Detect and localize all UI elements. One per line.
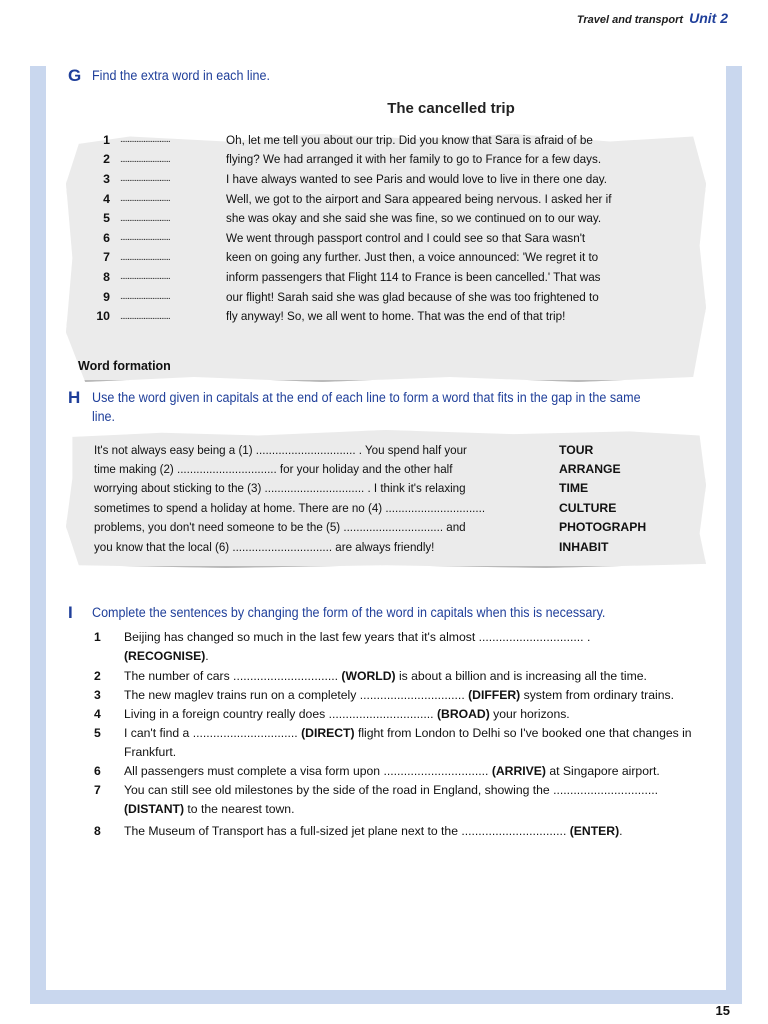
- stem-word: CULTURE: [559, 500, 617, 515]
- line-text: our flight! Sarah said she was glad because of she was too frightened to: [226, 289, 599, 304]
- gap-fill-line: [94, 440, 684, 459]
- story-line: [86, 169, 696, 189]
- answer-blank[interactable]: ............................: [120, 310, 170, 322]
- section-g-heading: [68, 66, 283, 85]
- sentence-before: The Museum of Transport has a full-sized jet plane next to the ...............................: [124, 824, 570, 838]
- story-line: [86, 208, 696, 228]
- stem-word: (BROAD): [436, 707, 490, 721]
- story-title: The cancelled trip: [387, 100, 515, 117]
- sentence-before: Living in a foreign country really does ...............................: [124, 707, 437, 721]
- sentence-after: at Singapore airport.: [545, 764, 660, 778]
- sentence-text: [124, 762, 702, 781]
- sentence-before: The number of cars ...............................: [124, 669, 342, 683]
- sentence-after: your horizons.: [489, 707, 570, 721]
- sentence-before: The new maglev trains run on a completely ...............................: [124, 688, 469, 702]
- story-line: [86, 306, 696, 326]
- sentence-number: 8: [94, 824, 101, 838]
- sentence-before: I can't find a ...............................: [124, 726, 302, 740]
- section-i-heading: [68, 603, 644, 622]
- sentence-number: 5: [94, 726, 101, 740]
- running-head-title: Travel and transport: [576, 14, 684, 26]
- line-number: 6: [103, 230, 110, 245]
- line-text: flying? We had arranged it with her family to go to France for a few days.: [226, 152, 602, 167]
- line-text: We went through passport control and I could see so that Sara wasn't: [226, 230, 586, 245]
- sentence-item: [92, 628, 702, 666]
- story-line: [86, 150, 696, 170]
- sentence-number: 4: [94, 707, 101, 721]
- sentence-text: [124, 667, 702, 686]
- line-number: 2: [103, 152, 110, 167]
- sentence-after: .: [619, 824, 623, 838]
- sentence-item: [92, 686, 702, 705]
- gap-fill-text: worrying about sticking to the (3) ............................... . I think it's relaxing: [94, 481, 466, 496]
- sentence-item: [92, 762, 702, 781]
- stem-word: (DIRECT): [301, 726, 355, 740]
- gap-fill-line: [94, 498, 684, 517]
- gap-fill-line: [94, 537, 684, 556]
- stem-word: (WORLD): [341, 669, 396, 683]
- sentence-after: system from ordinary trains.: [520, 688, 674, 702]
- section-h-letter: H: [68, 388, 81, 407]
- line-text: I have always wanted to see Paris and would love to live in there one day.: [226, 171, 607, 186]
- sentence-number: 7: [94, 783, 101, 797]
- section-i-instruction: Complete the sentences by changing the form of the word in capitals when this is necessary.: [92, 605, 606, 620]
- sentence-after: to the nearest town.: [184, 802, 295, 816]
- sentence-item: [92, 781, 702, 819]
- sentence-before: You can still see old milestones by the side of the road in England, showing the ...............................: [124, 783, 659, 797]
- sentence-before: Beijing has changed so much in the last few years that it's almost ............................... .: [124, 630, 591, 644]
- sentence-number: 1: [94, 630, 101, 644]
- stem-word: TIME: [559, 481, 589, 496]
- stem-word: INHABIT: [559, 539, 609, 554]
- line-number: 9: [103, 289, 110, 304]
- line-number: 10: [96, 309, 110, 324]
- line-number: 8: [103, 269, 110, 284]
- line-number: 4: [103, 191, 110, 206]
- stem-word: (DISTANT): [124, 802, 185, 816]
- story-line: [86, 287, 696, 307]
- sentence-number: 2: [94, 669, 101, 683]
- line-number: 7: [103, 250, 110, 265]
- answer-blank[interactable]: ............................: [120, 153, 170, 165]
- story-line: [86, 130, 696, 150]
- sentence-item: [92, 724, 702, 762]
- line-number: 5: [103, 211, 110, 226]
- sentence-text: [124, 705, 702, 724]
- gap-fill-text: you know that the local (6) ............................... are always friendly!: [94, 539, 435, 554]
- line-text: keen on going any further. Just then, a voice announced: 'We regret it to: [226, 250, 599, 265]
- story-line: [86, 267, 696, 287]
- section-i-letter: I: [68, 603, 73, 622]
- story-lines: [86, 130, 696, 326]
- answer-blank[interactable]: ............................: [120, 291, 170, 303]
- section-g-letter: G: [68, 66, 82, 85]
- sentence-text: [124, 822, 702, 841]
- stem-word: PHOTOGRAPH: [559, 520, 647, 535]
- answer-blank[interactable]: ............................: [120, 251, 170, 263]
- gap-fill-line: [94, 479, 684, 498]
- stem-word: TOUR: [559, 442, 594, 457]
- story-line: [86, 189, 696, 209]
- story-line: [86, 248, 696, 268]
- sentence-list: [92, 628, 702, 841]
- answer-blank[interactable]: ............................: [120, 232, 170, 244]
- stem-word: (RECOGNISE): [124, 649, 206, 663]
- sentence-text: [124, 686, 702, 705]
- line-text: fly anyway! So, we all went to home. That was the end of that trip!: [226, 309, 566, 324]
- gap-fill-text: problems, you don't need someone to be the (5) ............................... and: [94, 520, 466, 535]
- line-text: inform passengers that Flight 114 to France is been cancelled.' That was: [226, 269, 601, 284]
- stem-word: ARRANGE: [559, 462, 621, 477]
- running-head: [577, 10, 728, 26]
- stem-word: (DIFFER): [468, 688, 521, 702]
- word-formation-heading: Word formation: [78, 359, 171, 373]
- page-number: 15: [715, 1003, 730, 1018]
- gap-fill-text: time making (2) ............................... for your holiday and the other half: [94, 462, 453, 477]
- line-text: she was okay and she said she was fine, so we continued on to our way.: [226, 211, 602, 226]
- sentence-text: [124, 628, 702, 666]
- gap-fill-line: [94, 518, 684, 537]
- line-number: 1: [103, 132, 110, 147]
- gap-fill-text: sometimes to spend a holiday at home. There are no (4) ...............................: [94, 500, 486, 515]
- sentence-text: [124, 724, 702, 762]
- gap-fill-lines: [94, 440, 684, 556]
- answer-blank[interactable]: ............................: [120, 173, 170, 185]
- line-text: Well, we got to the airport and Sara appeared being nervous. I asked her if: [226, 191, 612, 206]
- worksheet-content: [46, 48, 726, 990]
- running-head-unit: Unit 2: [689, 10, 728, 26]
- answer-blank[interactable]: ............................: [120, 271, 170, 283]
- answer-blank[interactable]: ............................: [120, 212, 170, 224]
- answer-blank[interactable]: ............................: [120, 193, 170, 205]
- section-h-instruction: Use the word given in capitals at the end of each line to form a word that fits in the gap in the same line.: [92, 390, 641, 424]
- stem-word: (ENTER): [569, 824, 620, 838]
- stem-word: (ARRIVE): [491, 764, 546, 778]
- sentence-item: [92, 667, 702, 686]
- sentence-after: .: [205, 649, 209, 663]
- section-g-instruction: Find the extra word in each line.: [92, 68, 270, 83]
- gap-fill-text: It's not always easy being a (1) ............................... . You spend half your: [94, 442, 467, 457]
- sentence-text: [124, 781, 702, 819]
- sentence-item: [92, 705, 702, 724]
- sentence-before: All passengers must complete a visa form upon ...............................: [124, 764, 492, 778]
- sentence-after: flight from London to Delhi so I've booked one that changes in Frankfurt.: [124, 726, 692, 759]
- gap-fill-line: [94, 459, 684, 478]
- sentence-number: 6: [94, 764, 101, 778]
- sentence-after: is about a billion and is increasing all the time.: [395, 669, 647, 683]
- story-line: [86, 228, 696, 248]
- sentence-item: [92, 822, 702, 841]
- answer-blank[interactable]: ............................: [120, 134, 170, 146]
- line-number: 3: [103, 171, 110, 186]
- section-h-heading: [68, 388, 688, 426]
- line-text: Oh, let me tell you about our trip. Did you know that Sara is afraid of be: [226, 132, 593, 147]
- sentence-number: 3: [94, 688, 101, 702]
